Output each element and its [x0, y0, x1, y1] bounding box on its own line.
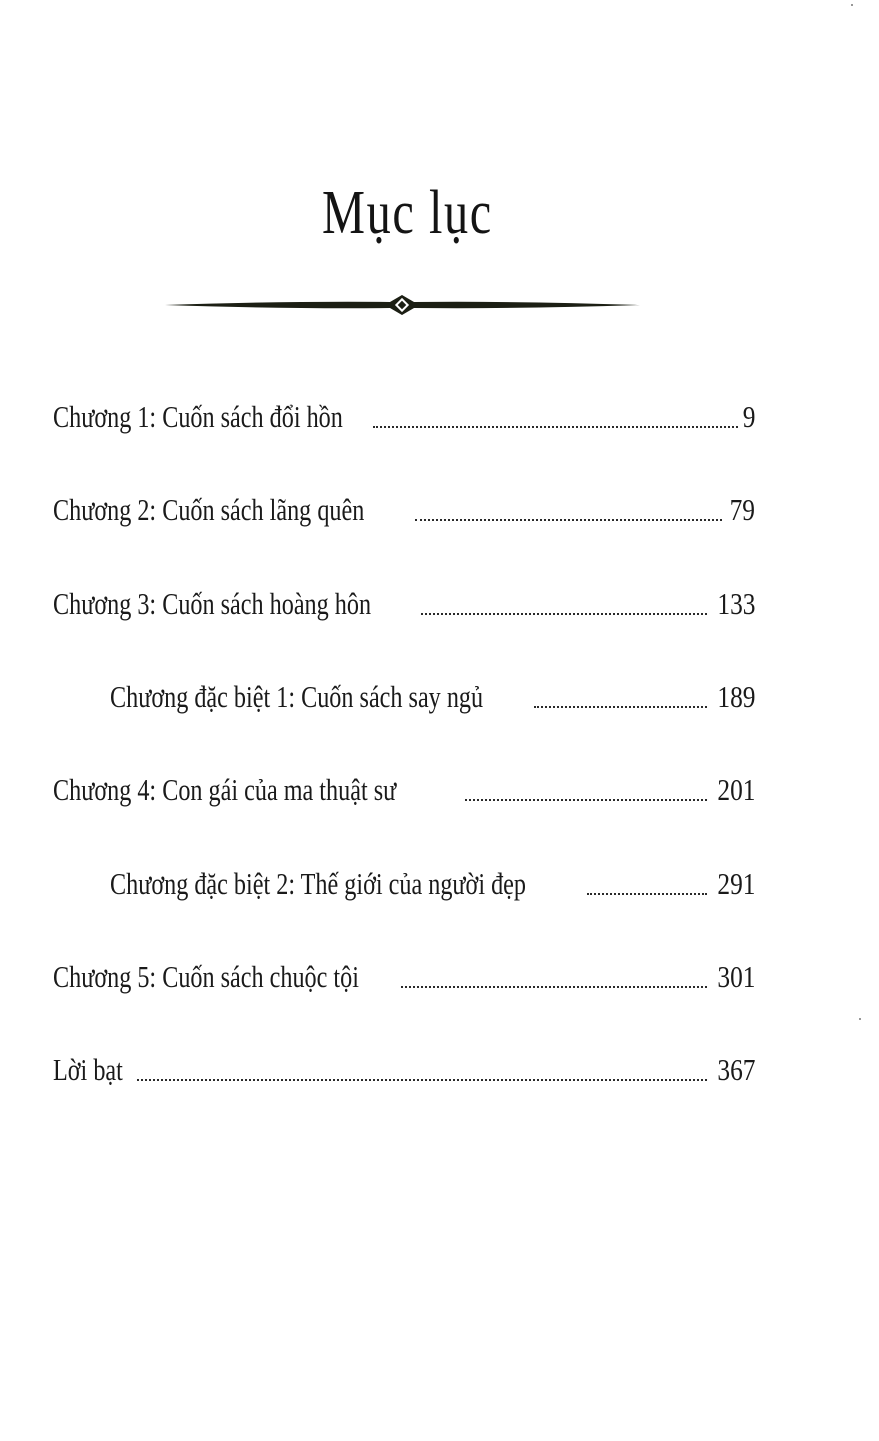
dot-leader	[401, 985, 707, 988]
toc-entry[interactable]	[110, 675, 755, 715]
toc-entry-label: Chương 4: Con gái của ma thuật sư	[53, 772, 397, 807]
dot-leader	[373, 425, 738, 428]
dot-leader	[421, 612, 707, 615]
toc-entry[interactable]	[110, 862, 755, 902]
dot-leader	[587, 892, 707, 895]
toc-entry-page: 79	[729, 492, 755, 527]
toc-entry-page: 201	[716, 772, 755, 807]
ornamental-divider	[165, 292, 640, 318]
dot-leader	[465, 798, 707, 801]
toc-entry-page: 291	[716, 866, 755, 901]
toc-entry-page: 301	[716, 959, 755, 994]
toc-entry-label: Lời bạt	[53, 1052, 123, 1087]
toc-entry[interactable]	[53, 1048, 755, 1088]
toc-entry-label: Chương 1: Cuốn sách đổi hồn	[53, 399, 343, 434]
toc-entry-label: Chương đặc biệt 2: Thế giới của người đẹp	[110, 866, 526, 901]
toc-entry-label: Chương 2: Cuốn sách lãng quên	[53, 492, 365, 527]
toc-entry-page: 9	[742, 399, 755, 434]
page-title: Mục lục	[322, 179, 493, 247]
toc-entry-label: Chương đặc biệt 1: Cuốn sách say ngủ	[110, 679, 484, 714]
toc-entry-label: Chương 3: Cuốn sách hoàng hôn	[53, 586, 372, 621]
toc-entry[interactable]	[53, 768, 755, 808]
toc-entry-page: 367	[716, 1052, 755, 1087]
dot-leader	[415, 518, 722, 521]
dot-leader	[534, 705, 707, 708]
toc-entry[interactable]	[53, 955, 755, 995]
dot-leader	[137, 1078, 707, 1081]
toc-entry-page: 133	[716, 586, 755, 621]
toc-entry[interactable]	[53, 395, 755, 435]
toc-entry[interactable]	[53, 582, 755, 622]
toc-entry-label: Chương 5: Cuốn sách chuộc tội	[53, 959, 359, 994]
toc-entry-page: 189	[716, 679, 755, 714]
toc-entry[interactable]	[53, 488, 755, 528]
scan-speck	[851, 4, 853, 6]
scan-speck	[859, 1018, 861, 1020]
